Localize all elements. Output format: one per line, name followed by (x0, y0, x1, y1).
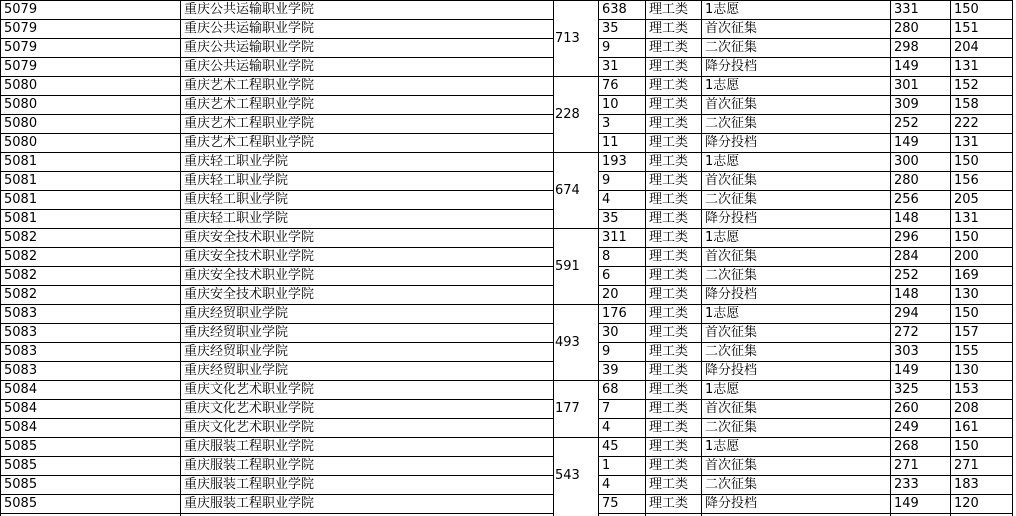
low-score-cell[interactable]: 150 (954, 230, 979, 245)
code-cell[interactable]: 5082 (4, 230, 38, 245)
enrolled-cell[interactable]: 311 (602, 230, 627, 245)
row-divider (0, 247, 553, 248)
group-total-cell[interactable] (553, 228, 598, 304)
high-score-cell[interactable]: 309 (894, 97, 919, 112)
low-score-cell[interactable]: 150 (954, 2, 979, 17)
batch-cell[interactable]: 降分投档 (705, 496, 758, 511)
high-score-cell[interactable]: 148 (894, 287, 919, 302)
row-divider (0, 456, 553, 457)
high-score-cell[interactable]: 280 (894, 173, 919, 188)
group-total-value: 177 (555, 401, 580, 416)
group-total-value: 228 (555, 106, 580, 122)
batch-cell[interactable]: 首次征集 (705, 401, 758, 416)
enrolled-cell[interactable]: 35 (602, 211, 619, 226)
low-score-cell[interactable]: 208 (954, 401, 979, 416)
school-cell[interactable]: 重庆公共运输职业学院 (184, 21, 315, 36)
low-score-cell[interactable]: 155 (954, 344, 979, 359)
group-total-value: 543 (555, 467, 580, 483)
high-score-cell[interactable]: 252 (894, 116, 919, 131)
low-score-cell[interactable]: 151 (954, 21, 979, 36)
low-score-cell[interactable]: 157 (954, 325, 979, 340)
batch-cell[interactable]: 二次征集 (705, 344, 758, 359)
school-cell[interactable]: 重庆轻工职业学院 (184, 154, 289, 169)
column-divider (180, 0, 181, 516)
batch-cell[interactable]: 1志愿 (705, 2, 740, 17)
enrolled-cell[interactable]: 11 (602, 135, 619, 150)
enrolled-cell[interactable]: 76 (602, 78, 619, 93)
high-score-cell[interactable]: 271 (894, 458, 919, 473)
school-cell[interactable]: 重庆安全技术职业学院 (184, 268, 315, 283)
batch-cell[interactable]: 二次征集 (705, 116, 758, 131)
high-score-cell[interactable]: 268 (894, 439, 919, 454)
column-divider (0, 0, 1, 516)
batch-cell[interactable]: 1志愿 (705, 154, 740, 169)
batch-cell[interactable]: 1志愿 (705, 382, 740, 397)
category-cell[interactable]: 理工类 (649, 230, 689, 245)
school-cell[interactable]: 重庆文化艺术职业学院 (184, 382, 315, 397)
high-score-cell[interactable]: 301 (894, 78, 919, 93)
high-score-cell[interactable]: 331 (894, 2, 919, 17)
batch-cell[interactable]: 降分投档 (705, 363, 758, 378)
high-score-cell[interactable]: 260 (894, 401, 919, 416)
row-divider (0, 513, 553, 514)
enrolled-cell[interactable]: 45 (602, 439, 619, 454)
group-total-value: 713 (555, 30, 580, 46)
school-cell[interactable]: 重庆轻工职业学院 (184, 173, 289, 188)
category-cell[interactable]: 理工类 (649, 135, 689, 150)
enrolled-cell[interactable]: 4 (602, 420, 611, 435)
low-score-cell[interactable]: 130 (954, 287, 979, 302)
category-cell[interactable]: 理工类 (649, 173, 689, 188)
category-cell[interactable]: 理工类 (649, 97, 689, 112)
category-cell[interactable]: 理工类 (649, 192, 689, 207)
row-divider (0, 418, 553, 419)
code-cell[interactable]: 5084 (4, 401, 38, 416)
low-score-cell[interactable]: 150 (954, 306, 979, 321)
school-cell[interactable]: 重庆经贸职业学院 (184, 306, 289, 321)
enrolled-cell[interactable]: 9 (602, 173, 611, 188)
code-cell[interactable]: 5080 (4, 78, 38, 93)
enrolled-cell[interactable]: 39 (602, 363, 619, 378)
code-cell[interactable]: 5079 (4, 40, 38, 55)
code-cell[interactable]: 5081 (4, 211, 38, 226)
low-score-cell[interactable]: 156 (954, 173, 979, 188)
group-divider (553, 76, 598, 77)
category-cell[interactable]: 理工类 (649, 59, 689, 74)
enrolled-cell[interactable]: 4 (602, 192, 611, 207)
low-score-cell[interactable]: 204 (954, 40, 979, 55)
enrolled-cell[interactable]: 10 (602, 97, 619, 112)
high-score-cell[interactable]: 256 (894, 192, 919, 207)
enrolled-cell[interactable]: 8 (602, 249, 611, 264)
batch-cell[interactable]: 降分投档 (705, 135, 758, 150)
high-score-cell[interactable]: 280 (894, 21, 919, 36)
high-score-cell[interactable]: 300 (894, 154, 919, 169)
code-cell[interactable]: 5080 (4, 135, 38, 150)
code-cell[interactable]: 5083 (4, 325, 38, 340)
group-total-cell[interactable] (553, 152, 598, 228)
batch-cell[interactable]: 1志愿 (705, 78, 740, 93)
school-cell[interactable]: 重庆安全技术职业学院 (184, 230, 315, 245)
category-cell[interactable]: 理工类 (649, 306, 689, 321)
low-score-cell[interactable]: 150 (954, 154, 979, 169)
code-cell[interactable]: 5082 (4, 268, 38, 283)
school-cell[interactable]: 重庆服装工程职业学院 (184, 496, 315, 511)
code-cell[interactable]: 5085 (4, 439, 38, 454)
row-divider (0, 494, 553, 495)
batch-cell[interactable]: 1志愿 (705, 230, 740, 245)
row-divider (0, 190, 553, 191)
category-cell[interactable]: 理工类 (649, 21, 689, 36)
category-cell[interactable]: 理工类 (649, 477, 689, 492)
school-cell[interactable]: 重庆服装工程职业学院 (184, 439, 315, 454)
code-cell[interactable]: 5083 (4, 306, 38, 321)
group-divider (553, 380, 598, 381)
high-score-cell[interactable]: 233 (894, 477, 919, 492)
group-divider (553, 437, 598, 438)
low-score-cell[interactable]: 169 (954, 268, 979, 283)
high-score-cell[interactable]: 284 (894, 249, 919, 264)
high-score-cell[interactable]: 252 (894, 268, 919, 283)
row-divider (0, 323, 553, 324)
code-cell[interactable]: 5080 (4, 116, 38, 131)
group-total-cell[interactable] (553, 76, 598, 152)
row-divider (0, 95, 553, 96)
category-cell[interactable]: 理工类 (649, 211, 689, 226)
low-score-cell[interactable]: 131 (954, 135, 979, 150)
category-cell[interactable]: 理工类 (649, 496, 689, 511)
enrolled-cell[interactable]: 7 (602, 401, 611, 416)
enrolled-cell[interactable]: 68 (602, 382, 619, 397)
batch-cell[interactable]: 降分投档 (705, 287, 758, 302)
column-divider (598, 0, 599, 516)
low-score-cell[interactable]: 130 (954, 363, 979, 378)
category-cell[interactable]: 理工类 (649, 154, 689, 169)
column-divider (1012, 0, 1013, 516)
group-divider (553, 152, 598, 153)
category-cell[interactable]: 理工类 (649, 116, 689, 131)
row-divider (0, 171, 553, 172)
batch-cell[interactable]: 二次征集 (705, 192, 758, 207)
row-divider (0, 209, 553, 210)
high-score-cell[interactable]: 149 (894, 496, 919, 511)
code-cell[interactable]: 5083 (4, 363, 38, 378)
school-cell[interactable]: 重庆轻工职业学院 (184, 192, 289, 207)
low-score-cell[interactable]: 161 (954, 420, 979, 435)
batch-cell[interactable]: 二次征集 (705, 420, 758, 435)
row-divider (0, 342, 553, 343)
high-score-cell[interactable]: 149 (894, 363, 919, 378)
row-divider (0, 76, 553, 77)
high-score-cell[interactable]: 149 (894, 59, 919, 74)
row-divider (0, 57, 553, 58)
group-total-value: 591 (555, 258, 580, 274)
batch-cell[interactable]: 1志愿 (705, 306, 740, 321)
row-divider (0, 114, 553, 115)
enrolled-cell[interactable]: 35 (602, 21, 619, 36)
category-cell[interactable]: 理工类 (649, 2, 689, 17)
row-divider (0, 380, 553, 381)
high-score-cell[interactable]: 303 (894, 344, 919, 359)
category-cell[interactable]: 理工类 (649, 420, 689, 435)
row-divider (0, 475, 553, 476)
batch-cell[interactable]: 1志愿 (705, 439, 740, 454)
batch-cell[interactable]: 降分投档 (705, 211, 758, 226)
school-cell[interactable]: 重庆艺术工程职业学院 (184, 135, 315, 150)
category-cell[interactable]: 理工类 (649, 382, 689, 397)
school-cell[interactable]: 重庆文化艺术职业学院 (184, 420, 315, 435)
column-divider (701, 0, 702, 516)
low-score-cell[interactable]: 222 (954, 116, 979, 131)
batch-cell[interactable]: 降分投档 (705, 59, 758, 74)
category-cell[interactable]: 理工类 (649, 439, 689, 454)
column-divider (890, 0, 891, 516)
column-divider (645, 0, 646, 516)
row-divider (0, 285, 553, 286)
category-cell[interactable]: 理工类 (649, 287, 689, 302)
school-cell[interactable]: 重庆公共运输职业学院 (184, 59, 315, 74)
batch-cell[interactable]: 首次征集 (705, 325, 758, 340)
code-cell[interactable]: 5085 (4, 496, 38, 511)
enrolled-cell[interactable]: 20 (602, 287, 619, 302)
school-cell[interactable]: 重庆经贸职业学院 (184, 325, 289, 340)
enrolled-cell[interactable]: 176 (602, 306, 627, 321)
group-divider (553, 304, 598, 305)
low-score-cell[interactable]: 271 (954, 458, 979, 473)
enrolled-cell[interactable]: 4 (602, 477, 611, 492)
row-divider (0, 152, 553, 153)
enrolled-cell[interactable]: 193 (602, 154, 627, 169)
school-cell[interactable]: 重庆经贸职业学院 (184, 363, 289, 378)
batch-cell[interactable]: 首次征集 (705, 249, 758, 264)
enrolled-cell[interactable]: 6 (602, 268, 611, 283)
low-score-cell[interactable]: 152 (954, 78, 979, 93)
school-cell[interactable]: 重庆安全技术职业学院 (184, 287, 315, 302)
code-cell[interactable]: 5082 (4, 249, 38, 264)
enrolled-cell[interactable]: 9 (602, 40, 611, 55)
group-divider (553, 0, 598, 1)
high-score-cell[interactable]: 148 (894, 211, 919, 226)
row-divider (0, 38, 553, 39)
code-cell[interactable]: 5085 (4, 458, 38, 473)
low-score-cell[interactable]: 158 (954, 97, 979, 112)
batch-cell[interactable]: 二次征集 (705, 477, 758, 492)
enrolled-cell[interactable]: 9 (602, 344, 611, 359)
low-score-cell[interactable]: 120 (954, 496, 979, 511)
code-cell[interactable]: 5079 (4, 59, 38, 74)
low-score-cell[interactable]: 205 (954, 192, 979, 207)
school-cell[interactable]: 重庆艺术工程职业学院 (184, 116, 315, 131)
code-cell[interactable]: 5081 (4, 192, 38, 207)
column-divider (553, 0, 554, 516)
high-score-cell[interactable]: 272 (894, 325, 919, 340)
code-cell[interactable]: 5085 (4, 477, 38, 492)
code-cell[interactable]: 5083 (4, 344, 38, 359)
category-cell[interactable]: 理工类 (649, 325, 689, 340)
code-cell[interactable]: 5084 (4, 382, 38, 397)
code-cell[interactable]: 5080 (4, 97, 38, 112)
code-cell[interactable]: 5082 (4, 287, 38, 302)
row-divider (0, 133, 553, 134)
school-cell[interactable]: 重庆服装工程职业学院 (184, 458, 315, 473)
code-cell[interactable]: 5081 (4, 154, 38, 169)
school-cell[interactable]: 重庆轻工职业学院 (184, 211, 289, 226)
category-cell[interactable]: 理工类 (649, 344, 689, 359)
school-cell[interactable]: 重庆服装工程职业学院 (184, 477, 315, 492)
group-total-value: 493 (555, 334, 580, 350)
batch-cell[interactable]: 首次征集 (705, 173, 758, 188)
row-divider (0, 437, 553, 438)
row-divider (0, 19, 553, 20)
school-cell[interactable]: 重庆公共运输职业学院 (184, 40, 315, 55)
group-total-cell[interactable] (553, 0, 598, 76)
code-cell[interactable]: 5084 (4, 420, 38, 435)
category-cell[interactable]: 理工类 (649, 268, 689, 283)
school-cell[interactable]: 重庆经贸职业学院 (184, 344, 289, 359)
high-score-cell[interactable]: 298 (894, 40, 919, 55)
row-divider (0, 0, 553, 1)
row-divider (0, 228, 553, 229)
column-divider (950, 0, 951, 516)
low-score-cell[interactable]: 150 (954, 439, 979, 454)
school-cell[interactable]: 重庆安全技术职业学院 (184, 249, 315, 264)
enrolled-cell[interactable]: 1 (602, 458, 611, 473)
enrolled-cell[interactable]: 31 (602, 59, 619, 74)
group-total-cell[interactable] (553, 437, 598, 513)
category-cell[interactable]: 理工类 (649, 363, 689, 378)
high-score-cell[interactable]: 325 (894, 382, 919, 397)
enrolled-cell[interactable]: 3 (602, 116, 611, 131)
row-divider (0, 361, 553, 362)
enrolled-cell[interactable]: 30 (602, 325, 619, 340)
code-cell[interactable]: 5081 (4, 173, 38, 188)
row-divider (0, 266, 553, 267)
batch-cell[interactable]: 二次征集 (705, 40, 758, 55)
high-score-cell[interactable]: 294 (894, 306, 919, 321)
group-total-cell[interactable] (553, 304, 598, 380)
low-score-cell[interactable]: 183 (954, 477, 979, 492)
high-score-cell[interactable]: 149 (894, 135, 919, 150)
batch-cell[interactable]: 二次征集 (705, 268, 758, 283)
school-cell[interactable]: 重庆艺术工程职业学院 (184, 97, 315, 112)
category-cell[interactable]: 理工类 (649, 78, 689, 93)
batch-cell[interactable]: 首次征集 (705, 21, 758, 36)
enrolled-cell[interactable]: 638 (602, 2, 627, 17)
category-cell[interactable]: 理工类 (649, 249, 689, 264)
enrolled-cell[interactable]: 75 (602, 496, 619, 511)
high-score-cell[interactable]: 249 (894, 420, 919, 435)
low-score-cell[interactable]: 153 (954, 382, 979, 397)
high-score-cell[interactable]: 296 (894, 230, 919, 245)
code-cell[interactable]: 5079 (4, 21, 38, 36)
school-cell[interactable]: 重庆公共运输职业学院 (184, 2, 315, 17)
school-cell[interactable]: 重庆文化艺术职业学院 (184, 401, 315, 416)
low-score-cell[interactable]: 131 (954, 211, 979, 226)
code-cell[interactable]: 5079 (4, 2, 38, 17)
group-divider (553, 228, 598, 229)
low-score-cell[interactable]: 200 (954, 249, 979, 264)
category-cell[interactable]: 理工类 (649, 458, 689, 473)
school-cell[interactable]: 重庆艺术工程职业学院 (184, 78, 315, 93)
low-score-cell[interactable]: 131 (954, 59, 979, 74)
category-cell[interactable]: 理工类 (649, 40, 689, 55)
row-divider (0, 304, 553, 305)
batch-cell[interactable]: 首次征集 (705, 97, 758, 112)
row-divider (0, 399, 553, 400)
group-total-cell[interactable] (553, 380, 598, 437)
batch-cell[interactable]: 首次征集 (705, 458, 758, 473)
category-cell[interactable]: 理工类 (649, 401, 689, 416)
group-total-value: 674 (555, 182, 580, 198)
